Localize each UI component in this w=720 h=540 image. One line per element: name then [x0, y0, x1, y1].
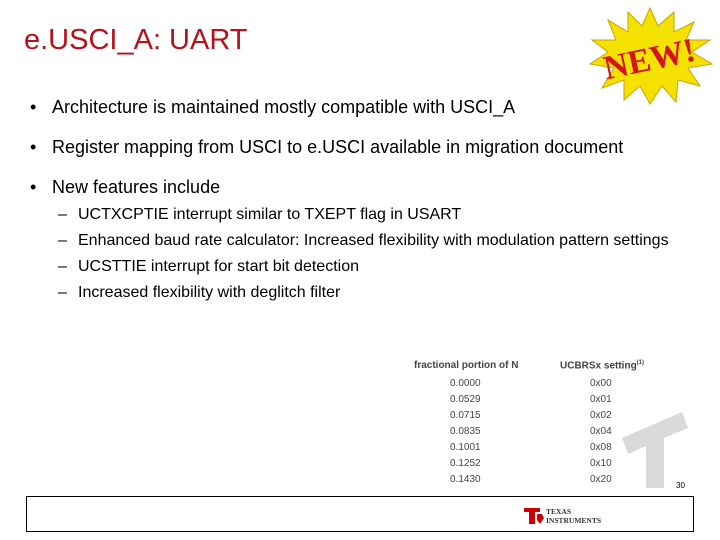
dash-marker: –: [58, 232, 67, 249]
dash-marker: –: [58, 206, 67, 223]
bullet-marker: •: [30, 137, 37, 157]
new-badge-text: NEW!: [600, 31, 699, 88]
table-cell: 0x08: [590, 442, 612, 453]
table-cell: 0.1430: [450, 474, 481, 485]
sub-bullet-item: [58, 204, 718, 226]
dash-marker: –: [58, 284, 67, 301]
sub-bullet-list: [58, 204, 700, 304]
bullet-item: [30, 136, 700, 158]
watermark-icon: [612, 398, 692, 490]
table-cell: 0x02: [590, 410, 612, 421]
ti-logo-line2: INSTRUMENTS: [546, 516, 602, 525]
table-cell: 0x00: [590, 378, 612, 389]
table-header-fraction: fractional portion of N: [414, 360, 519, 371]
bullet-marker: •: [30, 177, 37, 197]
table-cell: 0.1001: [450, 442, 481, 453]
bullet-marker: •: [30, 97, 37, 117]
slide-title: e.USCI_A: UART: [24, 24, 248, 56]
fraction-column: [450, 376, 481, 488]
table-cell: 0.1252: [450, 458, 481, 469]
table-header-footnote: (1): [636, 360, 645, 366]
bullet-text: Register mapping from USCI to e.USCI available in migration document: [52, 137, 624, 157]
table-header-ucbrs-label: UCBRSx setting: [560, 360, 637, 372]
page-number: 30: [676, 481, 685, 490]
bullet-item: [30, 96, 700, 118]
dash-marker: –: [58, 258, 67, 275]
table-cell: 0.0529: [450, 394, 481, 405]
bullet-text: Architecture is maintained mostly compatible with USCI_A: [52, 97, 516, 117]
table-cell: 0x20: [590, 474, 612, 485]
bullet-text: New features include: [52, 177, 221, 197]
sub-bullet-text: UCSTTIE interrupt for start bit detection: [78, 258, 359, 275]
sub-bullet-text: Enhanced baud rate calculator: Increased flexibility with modulation pattern settings: [78, 232, 669, 249]
table-cell: 0.0835: [450, 426, 481, 437]
table-cell: 0x01: [590, 394, 612, 405]
sub-bullet-text: UCTXCPTIE interrupt similar to TXEPT flag in USART: [78, 206, 462, 223]
bullet-list: [30, 96, 700, 308]
sub-bullet-item: [58, 282, 718, 304]
table-header-ucbrs: [560, 360, 644, 371]
bullet-item: [30, 176, 700, 198]
table-cell: 0x10: [590, 458, 612, 469]
table-cell: 0.0715: [450, 410, 481, 421]
sub-bullet-item: [58, 256, 718, 278]
sub-bullet-item: [58, 230, 718, 252]
sub-bullet-text: Increased flexibility with deglitch filter: [78, 284, 341, 301]
table-cell: 0.0000: [450, 378, 481, 389]
new-badge-icon: [586, 6, 714, 106]
setting-column: [590, 376, 612, 488]
ti-logo-line1: TEXAS: [546, 507, 572, 516]
table-cell: 0x04: [590, 426, 612, 437]
ti-logo-text: [546, 507, 601, 525]
